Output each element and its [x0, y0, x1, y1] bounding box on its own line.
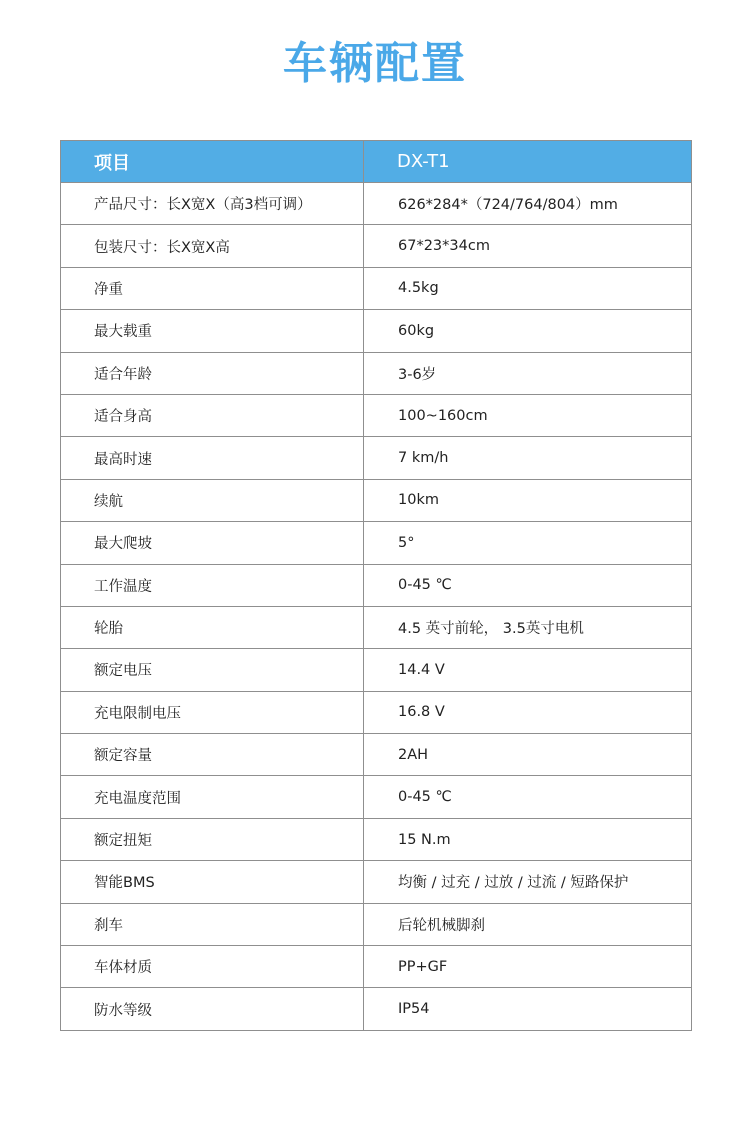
spec-value: 626*284*（724/764/804）mm	[364, 183, 692, 225]
table-row	[61, 310, 692, 352]
header-item: 项目	[61, 141, 364, 183]
spec-value: 16.8 V	[364, 691, 692, 733]
spec-value: 2AH	[364, 734, 692, 776]
spec-value: 4.5 英寸前轮， 3.5英寸电机	[364, 606, 692, 648]
spec-label: 额定电压	[61, 649, 364, 691]
table-row	[61, 479, 692, 521]
spec-table	[60, 140, 692, 1031]
spec-label: 包装尺寸：长X宽X高	[61, 225, 364, 267]
table-row	[61, 946, 692, 988]
spec-label: 产品尺寸：长X宽X（高3档可调）	[61, 183, 364, 225]
table-row	[61, 564, 692, 606]
spec-value: 3-6岁	[364, 352, 692, 394]
spec-label: 适合身高	[61, 394, 364, 436]
spec-value: 均衡 / 过充 / 过放 / 过流 / 短路保护	[364, 861, 692, 903]
spec-label: 充电温度范围	[61, 776, 364, 818]
spec-label: 最高时速	[61, 437, 364, 479]
table-row	[61, 649, 692, 691]
spec-label: 刹车	[61, 903, 364, 945]
spec-value: 15 N.m	[364, 818, 692, 860]
table-row	[61, 394, 692, 436]
spec-label: 车体材质	[61, 946, 364, 988]
table-row	[61, 437, 692, 479]
table-row	[61, 903, 692, 945]
spec-value: 4.5kg	[364, 267, 692, 309]
page-title: 车辆配置	[283, 38, 467, 89]
spec-label: 智能BMS	[61, 861, 364, 903]
table-header	[61, 141, 692, 183]
spec-value: 14.4 V	[364, 649, 692, 691]
spec-label: 净重	[61, 267, 364, 309]
spec-label: 最大载重	[61, 310, 364, 352]
table-row	[61, 818, 692, 860]
spec-value: IP54	[364, 988, 692, 1030]
header-model: DX-T1	[364, 141, 692, 183]
table-header-row	[61, 141, 692, 183]
spec-value: 60kg	[364, 310, 692, 352]
spec-value: 7 km/h	[364, 437, 692, 479]
spec-value: 10km	[364, 479, 692, 521]
table-row	[61, 734, 692, 776]
spec-value: 5°	[364, 522, 692, 564]
spec-label: 轮胎	[61, 606, 364, 648]
spec-label: 充电限制电压	[61, 691, 364, 733]
spec-value: 后轮机械脚刹	[364, 903, 692, 945]
spec-label: 最大爬坡	[61, 522, 364, 564]
table-row	[61, 267, 692, 309]
spec-value: 0-45 ℃	[364, 776, 692, 818]
table-body	[61, 183, 692, 1031]
table-row	[61, 861, 692, 903]
table-row	[61, 522, 692, 564]
table-row	[61, 183, 692, 225]
table-row	[61, 352, 692, 394]
spec-value: 67*23*34cm	[364, 225, 692, 267]
table-row	[61, 691, 692, 733]
spec-label: 额定扭矩	[61, 818, 364, 860]
table-row	[61, 988, 692, 1030]
table-row	[61, 225, 692, 267]
spec-value: 0-45 ℃	[364, 564, 692, 606]
spec-value: 100~160cm	[364, 394, 692, 436]
spec-label: 额定容量	[61, 734, 364, 776]
spec-label: 防水等级	[61, 988, 364, 1030]
spec-label: 适合年龄	[61, 352, 364, 394]
spec-label: 工作温度	[61, 564, 364, 606]
table-row	[61, 776, 692, 818]
spec-label: 续航	[61, 479, 364, 521]
table-row	[61, 606, 692, 648]
spec-value: PP+GF	[364, 946, 692, 988]
